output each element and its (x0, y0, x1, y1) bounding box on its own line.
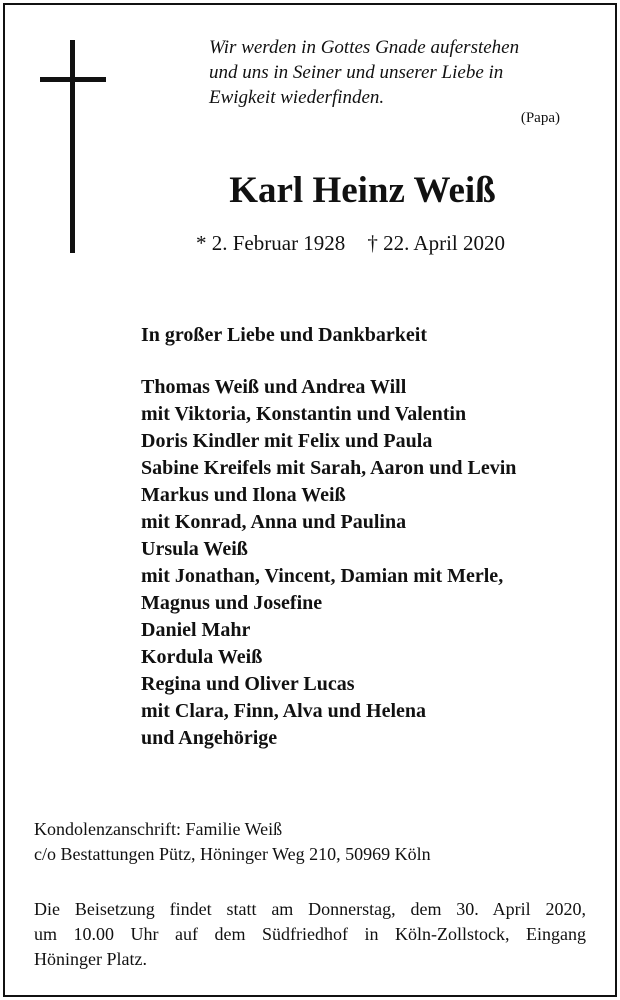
mourner-line: mit Viktoria, Konstantin und Valentin (141, 403, 467, 425)
bible-verse (209, 35, 569, 110)
cross-horizontal-bar (40, 77, 106, 82)
address-line: Kondolenzanschrift: Familie Weiß (34, 819, 283, 839)
mourner-line: Markus und Ilona Weiß (141, 484, 346, 506)
cross-vertical-bar (70, 40, 75, 253)
verse-line: Ewigkeit wiederfinden. (209, 87, 385, 108)
dedication-line: In großer Liebe und Dankbarkeit (141, 324, 427, 346)
mourner-line: mit Clara, Finn, Alva und Helena (141, 700, 427, 722)
mourner-line: Sabine Kreifels mit Sarah, Aaron und Levin (141, 457, 517, 479)
mourner-line: Kordula Weiß (141, 646, 263, 668)
verse-line: Wir werden in Gottes Gnade auferstehen (209, 37, 520, 58)
mourners-list (141, 374, 516, 752)
deceased-name: Karl Heinz Weiß (229, 170, 496, 211)
mourner-line: Daniel Mahr (141, 619, 251, 641)
funeral-line: Die Beisetzung findet statt am Donnerstag, dem 30. April 2020, (34, 899, 586, 919)
funeral-line: Höninger Platz. (34, 949, 147, 969)
condolence-address (34, 817, 431, 867)
mourner-line: mit Konrad, Anna und Paulina (141, 511, 407, 533)
mourner-line: mit Jonathan, Vincent, Damian mit Merle, (141, 565, 504, 587)
funeral-notice (34, 897, 586, 972)
mourner-line: Thomas Weiß und Andrea Will (141, 376, 407, 398)
verse-source: (Papa) (520, 110, 560, 126)
mourner-line: Regina und Oliver Lucas (141, 673, 355, 695)
life-dates (196, 230, 505, 256)
funeral-line: um 10.00 Uhr auf dem Südfriedhof in Köln-Zollstock, Eingang (34, 924, 586, 944)
birth-date: * 2. Februar 1928 (196, 231, 346, 255)
mourner-line: Magnus und Josefine (141, 592, 323, 614)
verse-line: und uns in Seiner und unserer Liebe in (209, 62, 504, 83)
death-date: † 22. April 2020 (367, 231, 505, 255)
mourner-line: Ursula Weiß (141, 538, 248, 560)
address-line: c/o Bestattungen Pütz, Höninger Weg 210, 50969 Köln (34, 844, 431, 864)
mourner-line: Doris Kindler mit Felix und Paula (141, 430, 433, 452)
mourner-line: und Angehörige (141, 727, 278, 749)
